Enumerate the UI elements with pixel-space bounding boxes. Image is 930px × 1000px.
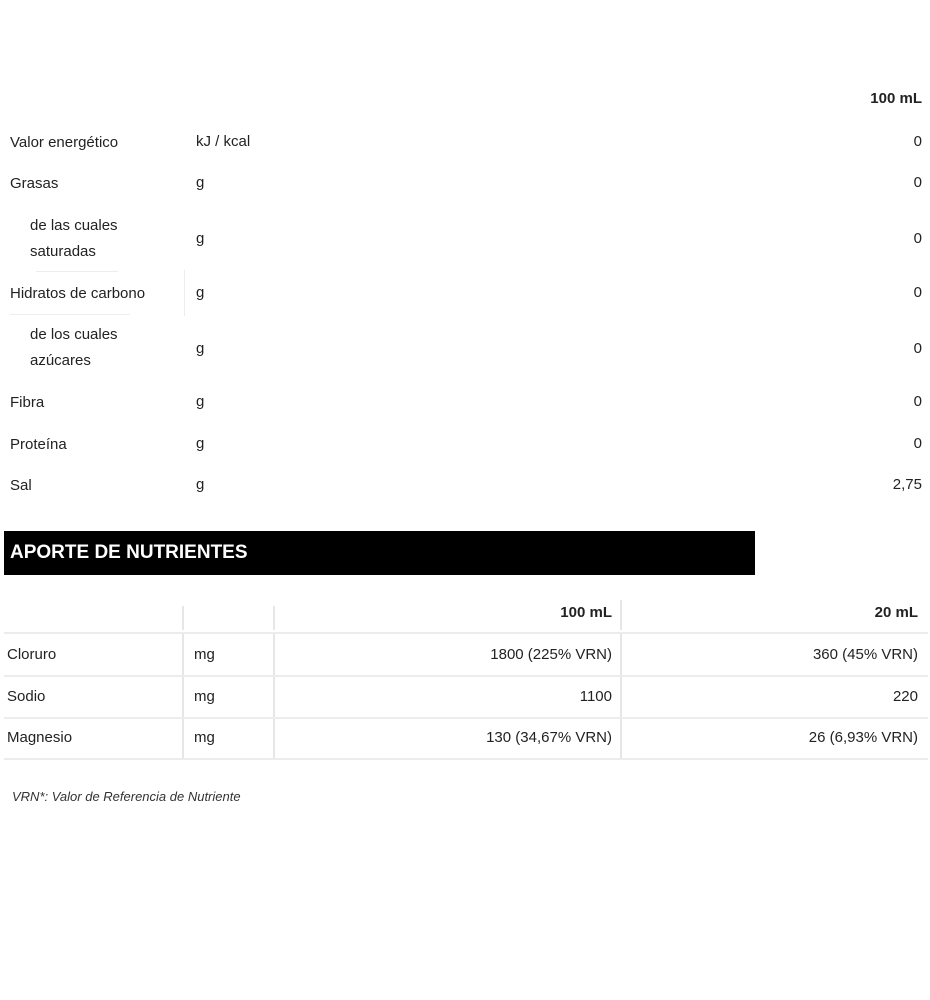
nutrient-value-100ml: 1100 [579, 688, 612, 705]
nutrient-name: Sodio [7, 688, 46, 705]
column-divider [184, 270, 185, 316]
nutrition-unit: kJ / kcal [196, 133, 251, 150]
nutrition-row-salt [0, 476, 930, 496]
nutrition-row-energy [0, 133, 930, 153]
footnote: VRN*: Valor de Referencia de Nutriente [12, 789, 241, 804]
nutrition-row-sugars [0, 322, 930, 378]
nutrition-unit: g [196, 174, 205, 191]
nutrition-value: 0 [913, 284, 922, 301]
nutrition-unit: g [196, 230, 205, 247]
nutrient-value-20ml: 26 (6,93% VRN) [808, 729, 918, 746]
nutrition-unit: g [196, 284, 205, 301]
nutrition-unit: g [196, 476, 205, 493]
nutrient-unit: mg [194, 646, 215, 663]
nutrient-value-100ml: 1800 (225% VRN) [490, 646, 612, 663]
nutrition-row-protein [0, 435, 930, 455]
nutrition-label-line1: de los cuales [30, 326, 118, 343]
nutrient-row-chloride [0, 634, 930, 676]
nutrient-unit: mg [194, 729, 215, 746]
nutrient-value-100ml: 130 (34,67% VRN) [486, 729, 612, 746]
nutrition-unit: g [196, 393, 205, 410]
nutrient-row-sodium [0, 676, 930, 718]
row-divider [4, 758, 928, 760]
nutrition-value: 0 [913, 435, 922, 452]
nutrition-row-fat [0, 174, 930, 194]
nutrition-label: Fibra [10, 394, 45, 411]
nutrient-value-20ml: 220 [892, 688, 918, 705]
nutrition-label-line2: azúcares [30, 352, 91, 369]
nutrient-unit: mg [194, 688, 215, 705]
nutrition-value: 2,75 [892, 476, 922, 493]
nutrient-name: Cloruro [7, 646, 57, 663]
nutrient-row-magnesium [0, 717, 930, 759]
column-header-100ml: 100 mL [870, 90, 922, 107]
nutrition-value: 0 [913, 340, 922, 357]
nutrition-value: 0 [913, 393, 922, 410]
nutrition-label: Hidratos de carbono [10, 285, 146, 302]
nutrition-row-fiber [0, 393, 930, 413]
nutrition-label: Grasas [10, 175, 59, 192]
nutrition-label: Proteína [10, 436, 67, 453]
header-cell-20ml: 20 mL [874, 604, 918, 621]
nutrient-name: Magnesio [7, 729, 73, 746]
nutrition-row-saturated [0, 213, 930, 269]
row-divider [10, 314, 130, 315]
header-cell-100ml: 100 mL [560, 604, 612, 621]
nutrition-row-carbs [0, 284, 930, 304]
nutrition-label: Sal [10, 477, 32, 494]
section-banner: APORTE DE NUTRIENTES [4, 531, 755, 575]
nutrition-unit: g [196, 435, 205, 452]
nutrition-unit: g [196, 340, 205, 357]
nutrition-value: 0 [913, 230, 922, 247]
nutrient-header-row [0, 592, 930, 634]
nutrition-label: Valor energético [10, 134, 119, 151]
nutrient-value-20ml: 360 (45% VRN) [812, 646, 918, 663]
row-divider [36, 271, 118, 272]
nutrition-label-line2: saturadas [30, 243, 96, 260]
nutrition-value: 0 [913, 133, 922, 150]
nutrition-label-line1: de las cuales [30, 217, 118, 234]
nutrition-value: 0 [913, 174, 922, 191]
